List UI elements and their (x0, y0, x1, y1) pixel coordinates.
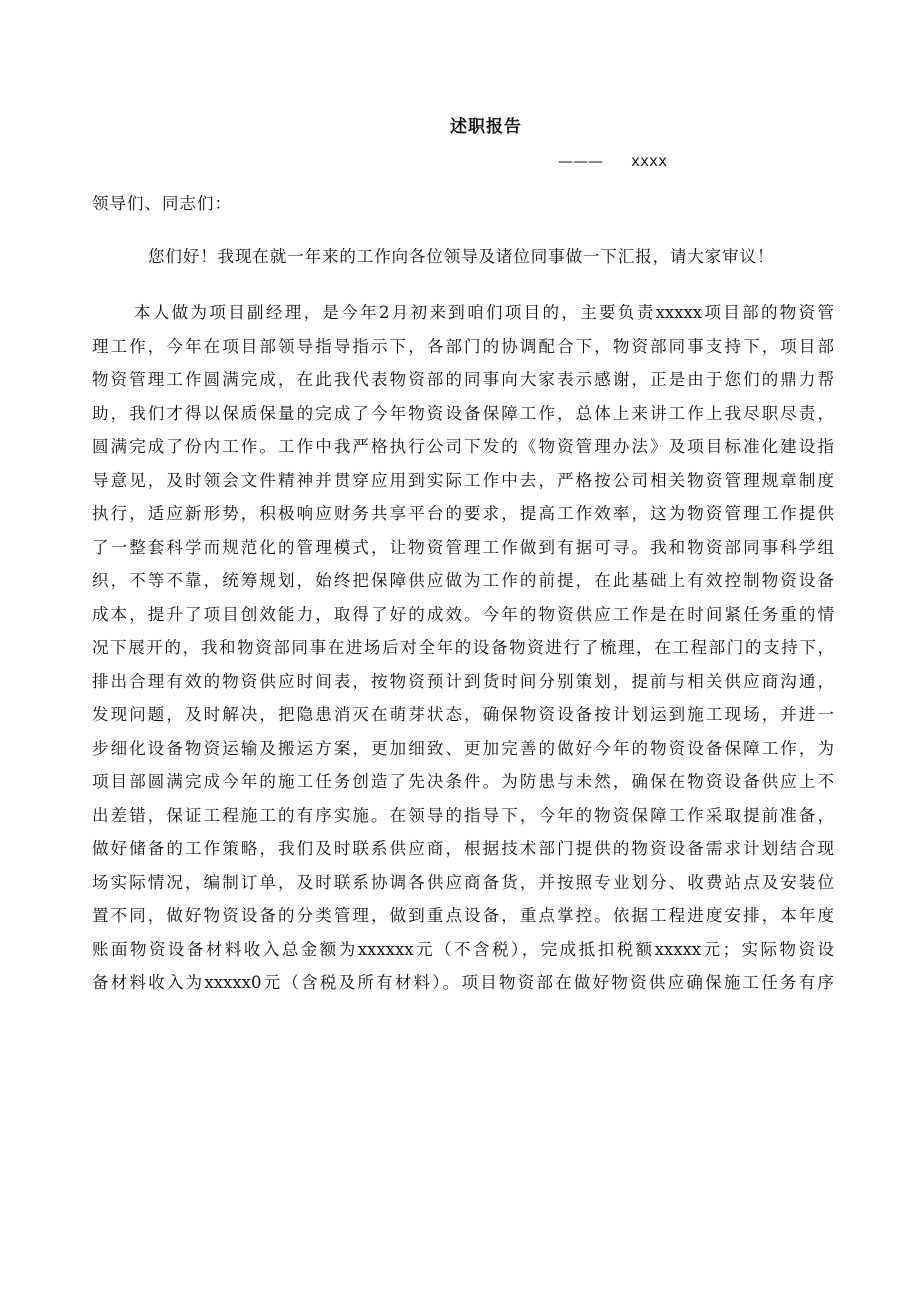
salutation: 领导们、同志们： (92, 194, 232, 213)
body-line: 导意见，及时领会文件精神并贯穿应用到实际工作中去，严格按公司相关物资管理规章制度 (92, 470, 834, 490)
body-line: 织，不等不靠，统筹规划，始终把保障供应做为工作的前提，在此基础上有效控制物资设备 (92, 571, 834, 590)
byline-dash: ——— (558, 152, 603, 170)
body-line: 况下展开的，我和物资部同事在进场后对全年的设备物资进行了梳理，在工程部门的支持下， (92, 638, 834, 657)
body-line: 备材料收入为xxxxx0元（含税及所有材料）。项目物资部在做好物资供应确保施工任务有序 (92, 973, 834, 992)
body-line: 排出合理有效的物资供应时间表，按物资预计到货时间分别策划，提前与相关供应商沟通， (92, 671, 834, 691)
body-line: 圆满完成了份内工作。工作中我严格执行公司下发的《物资管理办法》及项目标准化建设指 (92, 437, 834, 456)
body-line: 物资管理工作圆满完成，在此我代表物资部的同事向大家表示感谢，正是由于您们的鼎力帮 (92, 370, 834, 389)
body-paragraph (92, 296, 834, 1000)
body-line: 步细化设备物资运输及搬运方案，更加细致、更加完善的做好今年的物资设备保障工作，为 (92, 738, 834, 758)
document-title: 述职报告 (450, 117, 522, 137)
greeting-paragraph: 您们好！我现在就一年来的工作向各位领导及诸位同事做一下汇报，请大家审议！ (148, 247, 775, 266)
author-name: xxxx (631, 152, 668, 170)
author-byline (558, 152, 667, 170)
body-line: 场实际情况，编制订单，及时联系协调各供应商备货，并按照专业划分、收费站点及安装位 (92, 872, 834, 892)
body-line: 做好储备的工作策略，我们及时联系供应商，根据技术部门提供的物资设备需求计划结合现 (92, 839, 834, 858)
body-line: 发现问题，及时解决，把隐患消灭在萌芽状态，确保物资设备按计划运到施工现场，并进一 (92, 705, 834, 724)
body-line: 账面物资设备材料收入总金额为xxxxxx元（不含税），完成抵扣税额xxxxx元；实际物资设 (92, 939, 834, 959)
body-line: 成本，提升了项目创效能力，取得了好的成效。今年的物资供应工作是在时间紧任务重的情 (92, 604, 834, 624)
body-line: 执行，适应新形势，积极响应财务共享平台的要求，提高工作效率，这为物资管理工作提供 (92, 504, 834, 523)
body-line: 本人做为项目副经理，是今年2月初来到咱们项目的，主要负责xxxxx项目部的物资管 (134, 303, 834, 322)
body-line: 理工作，今年在项目部领导指导指示下，各部门的协调配合下，物资部同事支持下，项目部 (92, 336, 834, 356)
body-line: 助，我们才得以保质保量的完成了今年物资设备保障工作，总体上来讲工作上我尽职尽责， (92, 403, 834, 423)
body-line: 了一整套科学而规范化的管理模式，让物资管理工作做到有据可寻。我和物资部同事科学组 (92, 537, 834, 557)
body-line: 项目部圆满完成今年的施工任务创造了先决条件。为防患与未然，确保在物资设备供应上不 (92, 772, 834, 791)
body-line: 出差错，保证工程施工的有序实施。在领导的指导下，今年的物资保障工作采取提前准备， (92, 805, 834, 825)
body-line: 置不同，做好物资设备的分类管理，做到重点设备，重点掌控。依据工程进度安排，本年度 (92, 906, 834, 925)
